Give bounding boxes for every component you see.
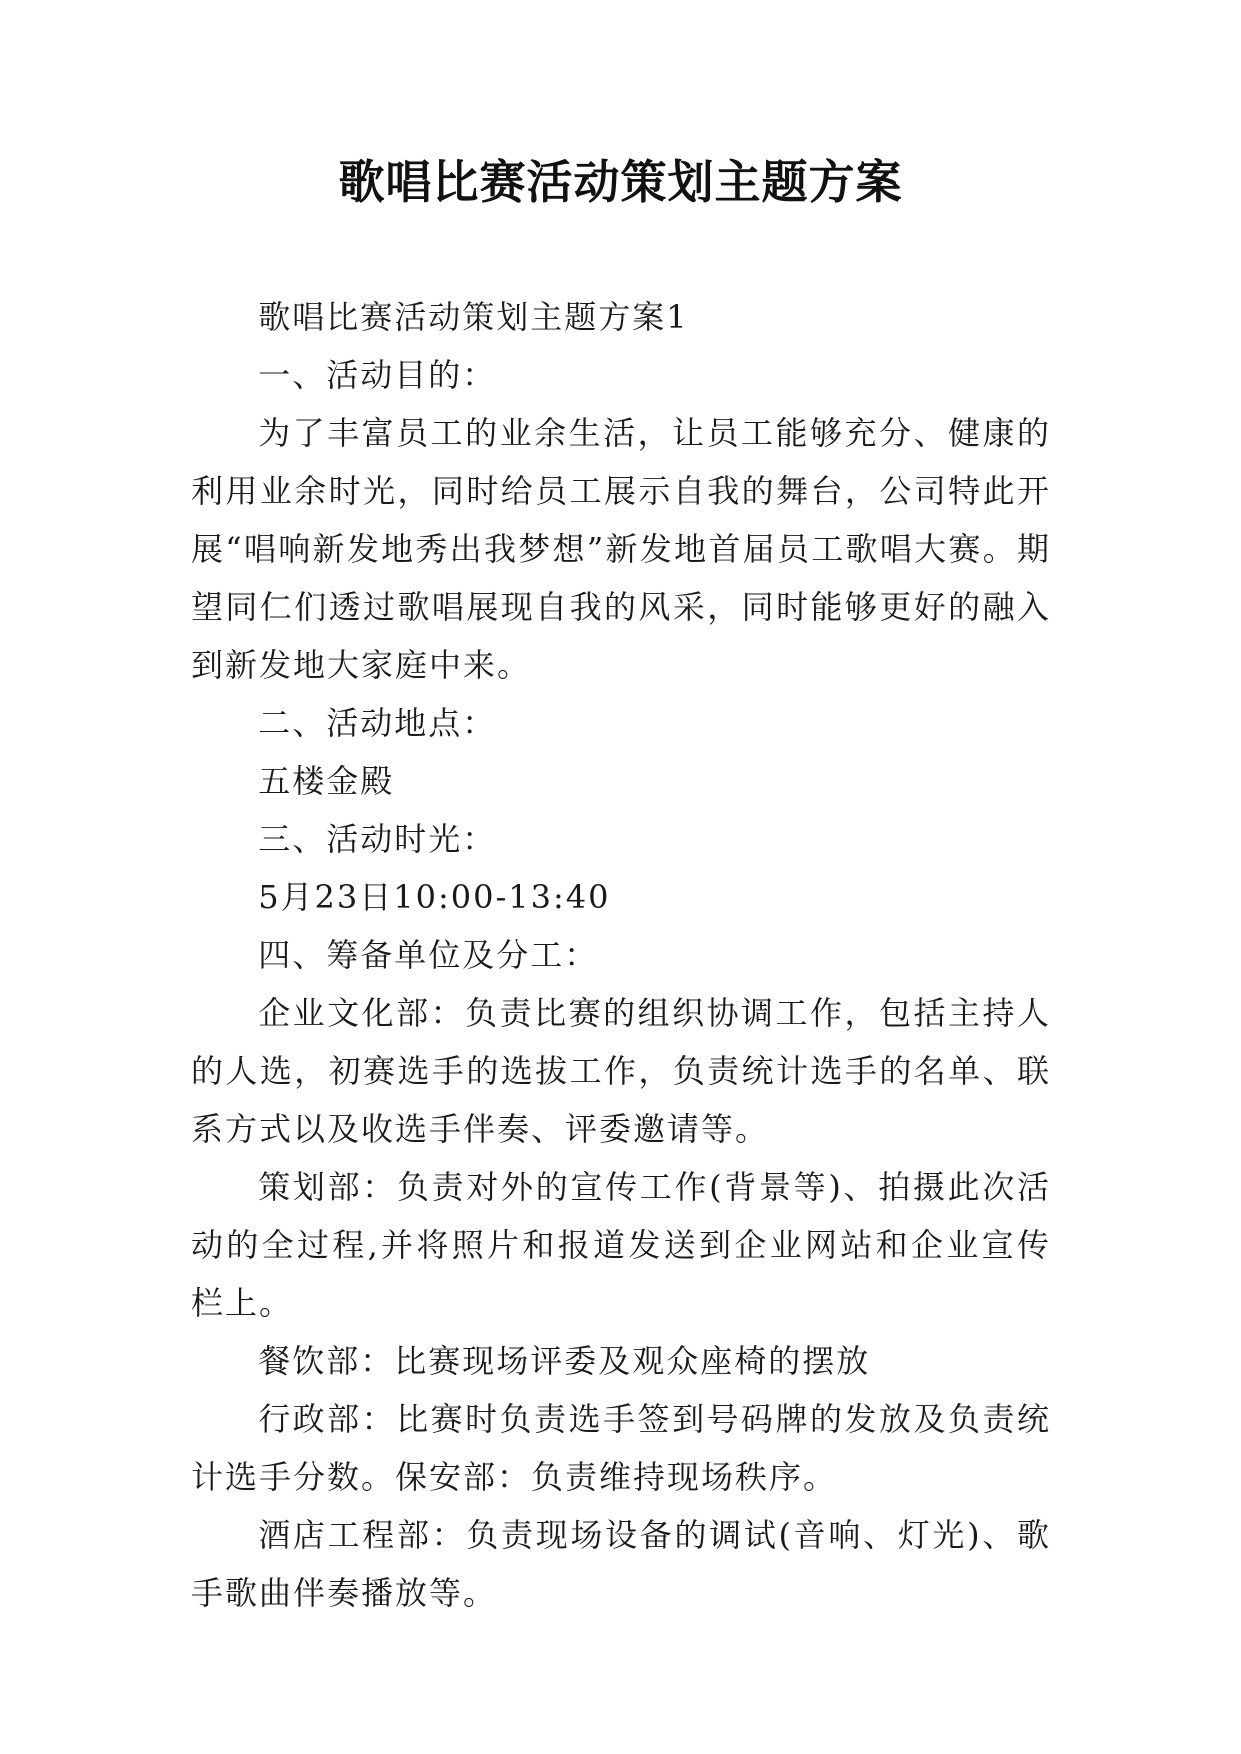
paragraph-activity-time: 5月23日10:00-13:40 [258, 878, 611, 916]
paragraph-activity-location: 五楼金殿 [258, 762, 395, 800]
heading-organizers: 四、筹备单位及分工： [258, 936, 599, 974]
document-body [191, 288, 1051, 1622]
paragraph-admin-department: 行政部：比赛时负责选手签到号码牌的发放及负责统计选手分数。保安部：负责维持现场秩序。 [191, 1400, 1051, 1496]
paragraph-culture-department: 企业文化部：负责比赛的组织协调工作，包括主持人的人选，初赛选手的选拔工作，负责统计选手的名单、联系方式以及收选手伴奏、评委邀请等。 [191, 994, 1051, 1148]
heading-activity-time: 三、活动时光： [258, 820, 497, 858]
document-title: 歌唱比赛活动策划主题方案 [338, 155, 903, 209]
heading-activity-purpose: 一、活动目的： [258, 356, 497, 394]
heading-activity-location: 二、活动地点： [258, 704, 497, 742]
paragraph-catering-department: 餐饮部：比赛现场评委及观众座椅的摆放 [258, 1342, 871, 1380]
paragraph-engineering-department: 酒店工程部：负责现场设备的调试(音响、灯光)、歌手歌曲伴奏播放等。 [191, 1516, 1051, 1612]
paragraph-activity-purpose: 为了丰富员工的业余生活，让员工能够充分、健康的利用业余时光，同时给员工展示自我的舞台，公司特此开展“唱响新发地秀出我梦想”新发地首届员工歌唱大赛。期望同仁们透过歌唱展现自我的风采，同时能够更好的融入到新发地大家庭中来。 [191, 414, 1051, 684]
section-heading-plan-1: 歌唱比赛活动策划主题方案1 [258, 298, 689, 336]
paragraph-planning-department: 策划部：负责对外的宣传工作(背景等)、拍摄此次活动的全过程,并将照片和报道发送到企业网站和企业宣传栏上。 [191, 1168, 1051, 1322]
